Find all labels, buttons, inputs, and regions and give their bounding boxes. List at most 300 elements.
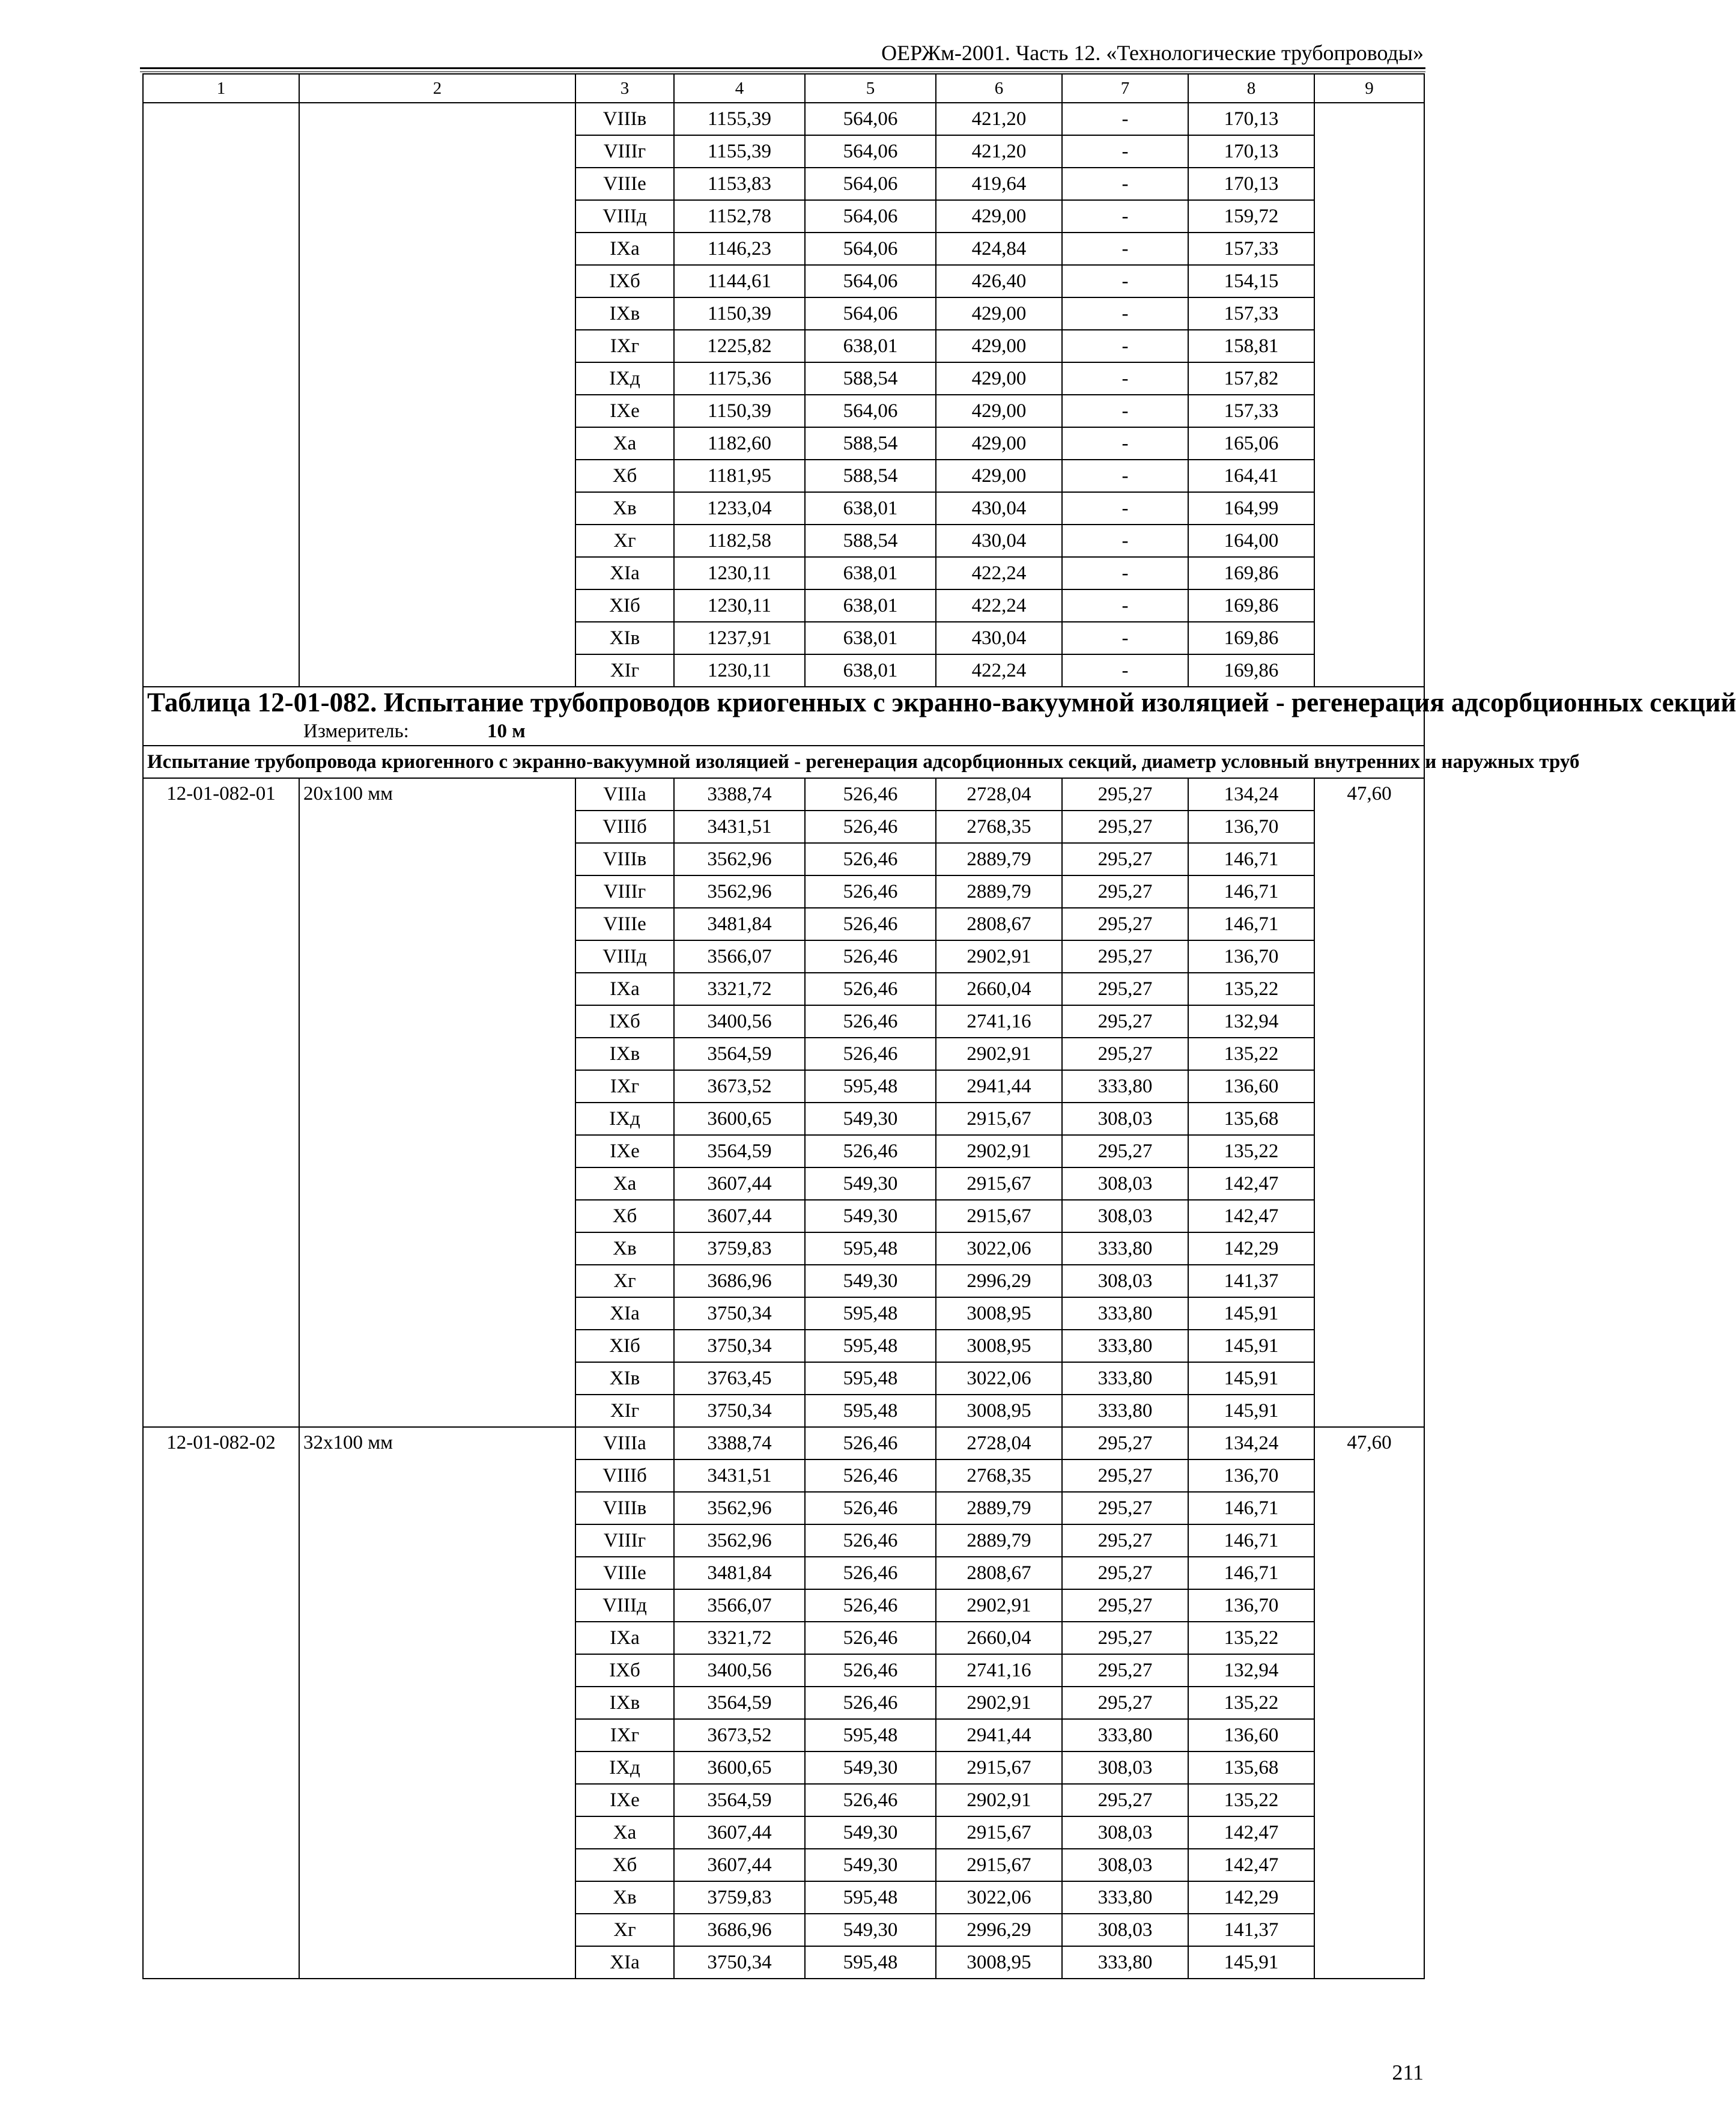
table-cell: 333,80 — [1062, 1881, 1188, 1914]
table-cell: 429,00 — [936, 330, 1062, 362]
table-cell: 1152,78 — [674, 200, 805, 233]
table-cell: 3673,52 — [674, 1070, 805, 1103]
table-cell: IXб — [575, 265, 674, 297]
table-cell: 2902,91 — [936, 1135, 1062, 1167]
table-cell: XIг — [575, 1395, 674, 1427]
table-cell: 526,46 — [805, 843, 936, 875]
table-cell: 3008,95 — [936, 1395, 1062, 1427]
table-cell: IXг — [575, 330, 674, 362]
table-cell: 170,13 — [1188, 103, 1314, 135]
table-cell: 308,03 — [1062, 1200, 1188, 1232]
table-cell: 169,86 — [1188, 622, 1314, 654]
table-cell: 1155,39 — [674, 103, 805, 135]
table-cell: 1146,23 — [674, 233, 805, 265]
item-name: 32х100 мм — [299, 1427, 575, 1979]
table-cell: - — [1062, 135, 1188, 168]
table-cell: 2915,67 — [936, 1167, 1062, 1200]
table-cell: 422,24 — [936, 589, 1062, 622]
table-cell: 3566,07 — [674, 940, 805, 973]
table-cell: 2915,67 — [936, 1751, 1062, 1784]
table-cell: 157,82 — [1188, 362, 1314, 395]
table-cell: VIIIг — [575, 875, 674, 908]
table-cell: 295,27 — [1062, 1654, 1188, 1687]
table-cell: Xв — [575, 1232, 674, 1265]
table-title-row — [143, 687, 1424, 746]
table-cell: 421,20 — [936, 103, 1062, 135]
table-cell: VIIIа — [575, 1427, 674, 1459]
table-cell: - — [1062, 330, 1188, 362]
table-cell: 146,71 — [1188, 908, 1314, 940]
table-cell: VIIIб — [575, 1459, 674, 1492]
table-cell: 549,30 — [805, 1816, 936, 1849]
page-number: 211 — [1392, 2060, 1424, 2084]
table-cell: 564,06 — [805, 297, 936, 330]
table-cell: VIIIа — [575, 778, 674, 811]
table-cell: VIIIд — [575, 940, 674, 973]
table-cell: 2741,16 — [936, 1005, 1062, 1038]
table-cell: 295,27 — [1062, 875, 1188, 908]
table-cell: IXд — [575, 1103, 674, 1135]
table-cell: 3759,83 — [674, 1881, 805, 1914]
table-cell: 295,27 — [1062, 1459, 1188, 1492]
table-cell: IXа — [575, 1622, 674, 1654]
table-cell: 2768,35 — [936, 1459, 1062, 1492]
measure-line — [147, 717, 1420, 745]
table-cell: 295,27 — [1062, 1005, 1188, 1038]
table-cell: 164,00 — [1188, 525, 1314, 557]
item-col9 — [1314, 103, 1424, 687]
table-cell: 430,04 — [936, 525, 1062, 557]
table-cell: 421,20 — [936, 135, 1062, 168]
table-cell: 3607,44 — [674, 1167, 805, 1200]
table-cell: 2996,29 — [936, 1914, 1062, 1946]
table-cell: 295,27 — [1062, 778, 1188, 811]
table-cell: 3600,65 — [674, 1751, 805, 1784]
table-cell: 2728,04 — [936, 1427, 1062, 1459]
table-cell: 2941,44 — [936, 1070, 1062, 1103]
table-cell: 170,13 — [1188, 168, 1314, 200]
table-cell: Xа — [575, 1167, 674, 1200]
table-cell: 1175,36 — [674, 362, 805, 395]
table-cell: - — [1062, 362, 1188, 395]
table-cell: 295,27 — [1062, 1524, 1188, 1557]
table-cell: - — [1062, 233, 1188, 265]
table-cell: 333,80 — [1062, 1070, 1188, 1103]
table-cell: 308,03 — [1062, 1265, 1188, 1297]
table-cell: Xб — [575, 1200, 674, 1232]
table-cell: 3400,56 — [674, 1005, 805, 1038]
table-cell: Xг — [575, 525, 674, 557]
table-cell: 295,27 — [1062, 1135, 1188, 1167]
table-cell: VIIIв — [575, 1492, 674, 1524]
table-cell: 549,30 — [805, 1751, 936, 1784]
table-cell: 549,30 — [805, 1849, 936, 1881]
table-cell: 2660,04 — [936, 973, 1062, 1005]
table-cell: 295,27 — [1062, 1687, 1188, 1719]
table-cell: 1237,91 — [674, 622, 805, 654]
table-cell: 146,71 — [1188, 1557, 1314, 1589]
table-cell: 2941,44 — [936, 1719, 1062, 1751]
table-cell: 157,33 — [1188, 297, 1314, 330]
table-cell: 429,00 — [936, 427, 1062, 460]
table-cell: 429,00 — [936, 362, 1062, 395]
table-cell: 135,22 — [1188, 973, 1314, 1005]
table-cell: 422,24 — [936, 557, 1062, 589]
table-cell: Xб — [575, 1849, 674, 1881]
rates-table-body — [143, 74, 1736, 1979]
table-cell: 429,00 — [936, 297, 1062, 330]
table-cell: - — [1062, 492, 1188, 525]
table-cell: - — [1062, 297, 1188, 330]
table-cell: Xа — [575, 427, 674, 460]
table-cell: - — [1062, 427, 1188, 460]
table-cell: 3566,07 — [674, 1589, 805, 1622]
table-cell: Xв — [575, 492, 674, 525]
table-cell: 333,80 — [1062, 1297, 1188, 1330]
table-cell: 135,22 — [1188, 1687, 1314, 1719]
table-cell: 2728,04 — [936, 778, 1062, 811]
table-cell: 308,03 — [1062, 1751, 1188, 1784]
table-cell: 1233,04 — [674, 492, 805, 525]
table-cell: 295,27 — [1062, 843, 1188, 875]
table-cell: 159,72 — [1188, 200, 1314, 233]
table-cell: IXв — [575, 1038, 674, 1070]
table-cell: 134,24 — [1188, 1427, 1314, 1459]
table-cell: 1150,39 — [674, 395, 805, 427]
table-cell: - — [1062, 589, 1188, 622]
table-cell: - — [1062, 265, 1188, 297]
table-cell: VIIIв — [575, 843, 674, 875]
table-cell: 135,68 — [1188, 1751, 1314, 1784]
table-cell: 145,91 — [1188, 1362, 1314, 1395]
table-cell: 595,48 — [805, 1362, 936, 1395]
table-cell: VIIIв — [575, 103, 674, 135]
table-cell: 526,46 — [805, 1524, 936, 1557]
table-cell: VIIIе — [575, 1557, 674, 1589]
table-cell: 549,30 — [805, 1103, 936, 1135]
table-cell: 424,84 — [936, 233, 1062, 265]
table-cell: IXа — [575, 973, 674, 1005]
table-cell: 430,04 — [936, 492, 1062, 525]
table-cell: 3481,84 — [674, 1557, 805, 1589]
column-number: 6 — [936, 74, 1062, 103]
table-cell: 526,46 — [805, 1459, 936, 1492]
table-cell: 295,27 — [1062, 1492, 1188, 1524]
table-cell: 3750,34 — [674, 1330, 805, 1362]
table-cell: 3562,96 — [674, 1524, 805, 1557]
table-cell: IXв — [575, 297, 674, 330]
table-cell: 146,71 — [1188, 1492, 1314, 1524]
table-cell: 142,47 — [1188, 1816, 1314, 1849]
column-number: 4 — [674, 74, 805, 103]
table-cell: 3388,74 — [674, 1427, 805, 1459]
table-cell: 3564,59 — [674, 1038, 805, 1070]
table-cell: 157,33 — [1188, 233, 1314, 265]
table-cell: - — [1062, 654, 1188, 687]
table-cell: 3008,95 — [936, 1330, 1062, 1362]
table-cell: 141,37 — [1188, 1914, 1314, 1946]
table-cell: 3750,34 — [674, 1395, 805, 1427]
table-cell: 526,46 — [805, 811, 936, 843]
page-header-title: ОЕРЖм-2001. Часть 12. «Технологические трубопроводы» — [881, 41, 1424, 65]
table-cell: 419,64 — [936, 168, 1062, 200]
table-cell: 333,80 — [1062, 1395, 1188, 1427]
table-cell: IXв — [575, 1687, 674, 1719]
table-cell: 564,06 — [805, 135, 936, 168]
table-cell: 142,29 — [1188, 1881, 1314, 1914]
table-cell: 638,01 — [805, 654, 936, 687]
table-cell: 308,03 — [1062, 1849, 1188, 1881]
table-cell: 2808,67 — [936, 908, 1062, 940]
table-cell: 2915,67 — [936, 1103, 1062, 1135]
table-cell: 429,00 — [936, 460, 1062, 492]
table-cell: 3562,96 — [674, 843, 805, 875]
table-cell: 333,80 — [1062, 1946, 1188, 1979]
table-cell: 3750,34 — [674, 1297, 805, 1330]
table-cell: 595,48 — [805, 1719, 936, 1751]
table-cell: XIа — [575, 1946, 674, 1979]
table-cell: 3564,59 — [674, 1784, 805, 1816]
table-cell: 142,47 — [1188, 1200, 1314, 1232]
table-cell: XIа — [575, 1297, 674, 1330]
item-col9: 47,60 — [1314, 1427, 1424, 1979]
table-cell: 526,46 — [805, 908, 936, 940]
column-number: 8 — [1188, 74, 1314, 103]
table-cell: VIIIд — [575, 200, 674, 233]
table-cell: XIб — [575, 589, 674, 622]
table-cell: 526,46 — [805, 1135, 936, 1167]
table-cell: 3600,65 — [674, 1103, 805, 1135]
table-cell: 3564,59 — [674, 1135, 805, 1167]
table-cell: 295,27 — [1062, 811, 1188, 843]
table-cell: 2660,04 — [936, 1622, 1062, 1654]
table-cell: 526,46 — [805, 1427, 936, 1459]
table-cell: 564,06 — [805, 395, 936, 427]
table-cell: - — [1062, 103, 1188, 135]
table-cell: 526,46 — [805, 1589, 936, 1622]
table-cell: 526,46 — [805, 778, 936, 811]
table-cell: 3607,44 — [674, 1816, 805, 1849]
table-cell: 564,06 — [805, 233, 936, 265]
table-cell: - — [1062, 168, 1188, 200]
table-cell: 595,48 — [805, 1881, 936, 1914]
table-cell: 169,86 — [1188, 589, 1314, 622]
table-cell: - — [1062, 460, 1188, 492]
table-cell: 549,30 — [805, 1167, 936, 1200]
table-cell: 2915,67 — [936, 1816, 1062, 1849]
table-cell: 154,15 — [1188, 265, 1314, 297]
table-cell: 638,01 — [805, 492, 936, 525]
table-cell: 595,48 — [805, 1297, 936, 1330]
table-cell: 333,80 — [1062, 1330, 1188, 1362]
table-cell: 1182,58 — [674, 525, 805, 557]
table-cell: 526,46 — [805, 973, 936, 1005]
table-cell: - — [1062, 200, 1188, 233]
table-cell: 3759,83 — [674, 1232, 805, 1265]
table-cell: - — [1062, 395, 1188, 427]
table-cell: IXе — [575, 1135, 674, 1167]
table-cell: VIIIг — [575, 135, 674, 168]
table-cell: 3673,52 — [674, 1719, 805, 1751]
table-cell: VIIIб — [575, 811, 674, 843]
table-cell: 295,27 — [1062, 1038, 1188, 1070]
table-cell: Xв — [575, 1881, 674, 1914]
table-cell: 2902,91 — [936, 940, 1062, 973]
table-cell: 145,91 — [1188, 1395, 1314, 1427]
table-cell: 146,71 — [1188, 843, 1314, 875]
table-cell: 638,01 — [805, 622, 936, 654]
table-cell: 136,60 — [1188, 1719, 1314, 1751]
measure-value: 10 м — [487, 720, 526, 742]
table-cell: 146,71 — [1188, 1524, 1314, 1557]
table-cell: 135,22 — [1188, 1622, 1314, 1654]
table-cell: XIв — [575, 1362, 674, 1395]
table-cell: 564,06 — [805, 168, 936, 200]
item-name: 20х100 мм — [299, 778, 575, 1427]
table-cell: 295,27 — [1062, 1427, 1188, 1459]
table-cell: 2902,91 — [936, 1589, 1062, 1622]
table-cell: 2889,79 — [936, 1524, 1062, 1557]
table-cell: 588,54 — [805, 427, 936, 460]
table-description: Испытание трубопровода криогенного с экранно-вакуумной изоляцией - регенерация адсорбционных секций, диаметр условный внутренних и наружных труб — [143, 746, 1424, 778]
table-cell: 526,46 — [805, 1622, 936, 1654]
column-number: 1 — [143, 74, 299, 103]
table-cell: 145,91 — [1188, 1330, 1314, 1362]
table-cell: 2768,35 — [936, 811, 1062, 843]
table-cell: 588,54 — [805, 525, 936, 557]
table-cell: IXб — [575, 1654, 674, 1687]
table-cell: 132,94 — [1188, 1005, 1314, 1038]
table-cell: 2889,79 — [936, 1492, 1062, 1524]
table-cell: Xг — [575, 1265, 674, 1297]
description-row — [143, 746, 1424, 778]
table-cell: - — [1062, 557, 1188, 589]
table-cell: XIб — [575, 1330, 674, 1362]
column-number: 3 — [575, 74, 674, 103]
table-cell: 295,27 — [1062, 940, 1188, 973]
table-cell: Xа — [575, 1816, 674, 1849]
table-cell: 564,06 — [805, 103, 936, 135]
column-number: 5 — [805, 74, 936, 103]
table-cell: 308,03 — [1062, 1914, 1188, 1946]
table-cell: 549,30 — [805, 1914, 936, 1946]
item-code: 12-01-082-02 — [143, 1427, 299, 1979]
table-cell: IXг — [575, 1719, 674, 1751]
table-cell: 1225,82 — [674, 330, 805, 362]
table-cell: 2996,29 — [936, 1265, 1062, 1297]
table-cell: 145,91 — [1188, 1946, 1314, 1979]
table-cell: - — [1062, 525, 1188, 557]
table-cell: 549,30 — [805, 1265, 936, 1297]
table-row — [143, 1427, 1424, 1459]
table-cell: 146,71 — [1188, 875, 1314, 908]
table-cell: 295,27 — [1062, 1622, 1188, 1654]
table-cell: 308,03 — [1062, 1167, 1188, 1200]
table-cell: XIг — [575, 654, 674, 687]
table-cell: 333,80 — [1062, 1232, 1188, 1265]
rates-table — [142, 73, 1736, 1979]
table-cell: 170,13 — [1188, 135, 1314, 168]
table-cell: 595,48 — [805, 1946, 936, 1979]
table-cell: 142,47 — [1188, 1167, 1314, 1200]
table-cell: 3431,51 — [674, 1459, 805, 1492]
table-cell: 1182,60 — [674, 427, 805, 460]
table-cell: 588,54 — [805, 362, 936, 395]
table-cell: 2808,67 — [936, 1557, 1062, 1589]
table-cell: VIIIд — [575, 1589, 674, 1622]
table-cell: 142,29 — [1188, 1232, 1314, 1265]
table-cell: 3388,74 — [674, 778, 805, 811]
table-cell: 588,54 — [805, 460, 936, 492]
table-cell: 3607,44 — [674, 1200, 805, 1232]
table-cell: 426,40 — [936, 265, 1062, 297]
table-cell: IXа — [575, 233, 674, 265]
table-cell: 135,22 — [1188, 1135, 1314, 1167]
table-cell: 2902,91 — [936, 1038, 1062, 1070]
table-cell: 429,00 — [936, 200, 1062, 233]
table-cell: 595,48 — [805, 1330, 936, 1362]
table-cell: 526,46 — [805, 1654, 936, 1687]
table-cell: 1181,95 — [674, 460, 805, 492]
table-cell: 2915,67 — [936, 1849, 1062, 1881]
table-cell: 333,80 — [1062, 1719, 1188, 1751]
table-cell: 2902,91 — [936, 1784, 1062, 1816]
table-cell: 638,01 — [805, 589, 936, 622]
table-cell: 526,46 — [805, 1557, 936, 1589]
table-cell: IXе — [575, 1784, 674, 1816]
table-cell: 1153,83 — [674, 168, 805, 200]
table-cell: - — [1062, 622, 1188, 654]
table-cell: 3022,06 — [936, 1232, 1062, 1265]
table-cell: 164,41 — [1188, 460, 1314, 492]
table-cell: 308,03 — [1062, 1103, 1188, 1135]
column-number: 7 — [1062, 74, 1188, 103]
table-cell: 136,60 — [1188, 1070, 1314, 1103]
table-cell: 3750,34 — [674, 1946, 805, 1979]
table-cell: 595,48 — [805, 1395, 936, 1427]
table-cell: 526,46 — [805, 1038, 936, 1070]
table-cell: 295,27 — [1062, 1557, 1188, 1589]
table-cell: 638,01 — [805, 330, 936, 362]
table-cell: VIIIе — [575, 908, 674, 940]
table-cell: 3686,96 — [674, 1265, 805, 1297]
table-cell: 3321,72 — [674, 973, 805, 1005]
table-cell: XIа — [575, 557, 674, 589]
table-cell: XIв — [575, 622, 674, 654]
table-cell: 136,70 — [1188, 940, 1314, 973]
table-cell: 526,46 — [805, 940, 936, 973]
table-cell: 134,24 — [1188, 778, 1314, 811]
table-cell: 526,46 — [805, 1492, 936, 1524]
table-cell: 2741,16 — [936, 1654, 1062, 1687]
table-cell: 1230,11 — [674, 654, 805, 687]
table-cell: 308,03 — [1062, 1816, 1188, 1849]
table-cell: 2902,91 — [936, 1687, 1062, 1719]
table-cell: 430,04 — [936, 622, 1062, 654]
table-cell: 2915,67 — [936, 1200, 1062, 1232]
table-cell: 3481,84 — [674, 908, 805, 940]
table-cell: 2889,79 — [936, 843, 1062, 875]
table-cell: 2889,79 — [936, 875, 1062, 908]
table-cell: 3564,59 — [674, 1687, 805, 1719]
table-cell: 1144,61 — [674, 265, 805, 297]
table-cell: 157,33 — [1188, 395, 1314, 427]
table-cell: 145,91 — [1188, 1297, 1314, 1330]
table-cell: IXг — [575, 1070, 674, 1103]
table-cell: 422,24 — [936, 654, 1062, 687]
table-cell: 1155,39 — [674, 135, 805, 168]
table-cell: 564,06 — [805, 200, 936, 233]
